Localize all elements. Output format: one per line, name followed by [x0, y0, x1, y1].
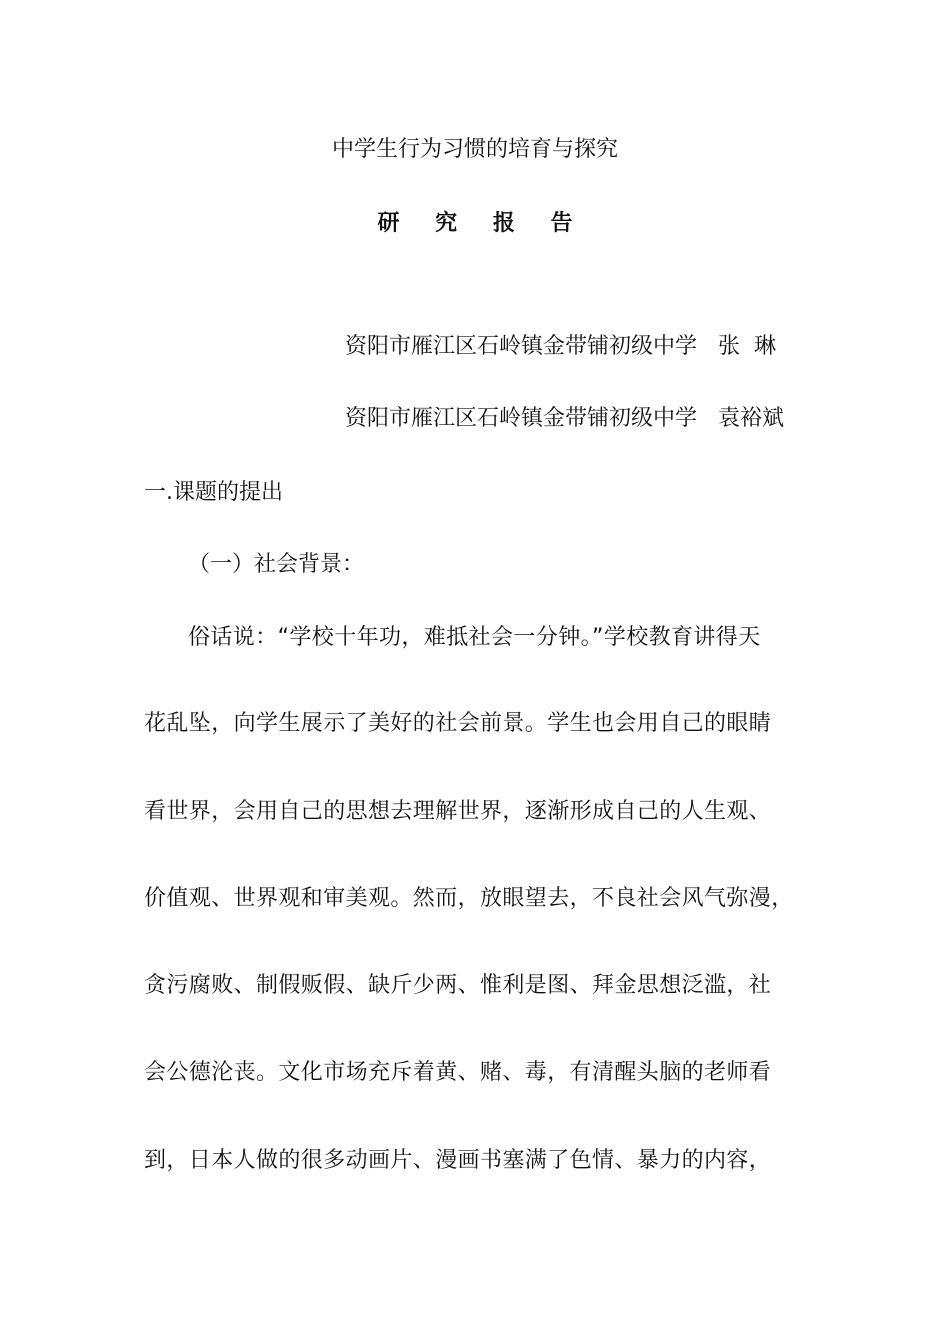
paragraph-line: 会公德沦丧。文化市场充斥着黄、赌、毒，有清醒头脑的老师看: [144, 1060, 772, 1085]
author-line-2: 资阳市雁江区石岭镇金带铺初级中学 袁裕斌: [345, 406, 784, 431]
paragraph-line: 贪污腐败、制假贩假、缺斤少两、惟利是图、拜金思想泛滥，社: [144, 973, 772, 998]
paragraph-line: 价值观、世界观和审美观。然而，放眼望去，不良社会风气弥漫，: [144, 886, 794, 911]
paragraph-line: 花乱坠，向学生展示了美好的社会前景。学生也会用自己的眼睛: [144, 711, 772, 736]
paragraph-line: 俗话说：“学校十年功，难抵社会一分钟。”学校教育讲得天: [188, 625, 761, 650]
document-title: 中学生行为习惯的培育与探究: [331, 137, 618, 162]
author-line-1: 资阳市雁江区石岭镇金带铺初级中学 张 琳: [345, 334, 776, 359]
subsection-heading: （一）社会背景：: [188, 552, 365, 577]
paragraph-line: 到，日本人做的很多动画片、漫画书塞满了色情、暴力的内容，: [144, 1148, 772, 1173]
paragraph-line: 看世界，会用自己的思想去理解世界，逐渐形成自己的人生观、: [144, 799, 772, 824]
section-heading: 一.课题的提出: [144, 480, 283, 505]
document-subtitle: 研 究 报 告: [377, 211, 587, 236]
